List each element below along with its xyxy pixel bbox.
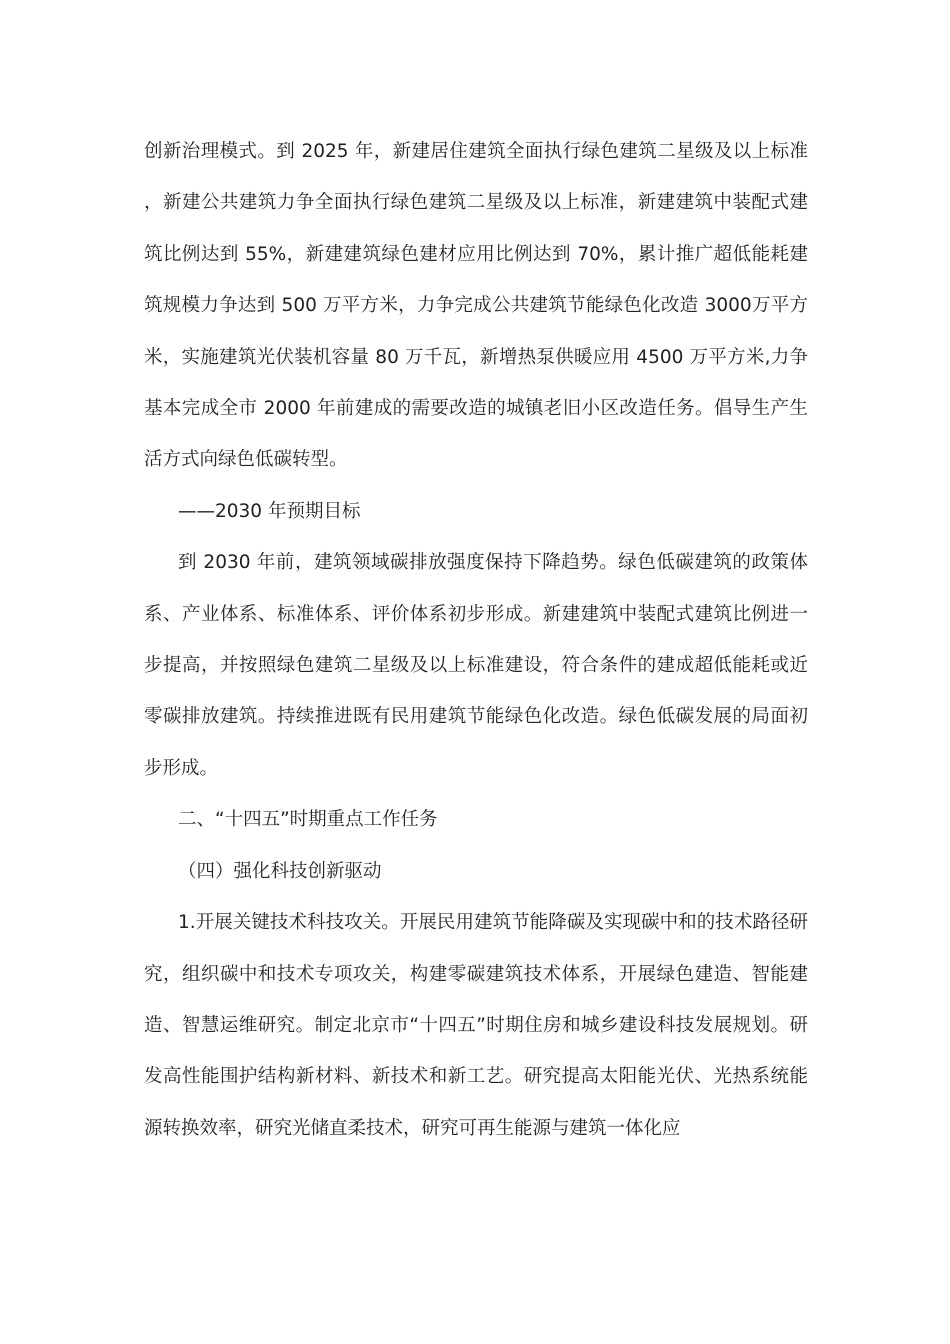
paragraph-item-1: 1.开展关键技术科技攻关。开展民用建筑节能降碳及实现碳中和的技术路径研究，组织碳中和技术专项攻关，构建零碳建筑技术体系，开展绿色建造、智能建造、智慧运维研究。制定北京市“十四五”时期住房和城乡建设科技发展规划。研发高性能围护结构新材料、新技术和新工艺。研究提高太阳能光伏、光热系统能源转换效率，研究光储直柔技术，研究可再生能源与建筑一体化应	[144, 912, 808, 1139]
subsection-four-heading: （四）强化科技创新驱动	[178, 860, 382, 882]
section-two-heading: 二、“十四五”时期重点工作任务	[178, 809, 438, 831]
goal-2030-heading: ——2030 年预期目标	[178, 500, 361, 522]
paragraph-goal-2030: 到 2030 年前，建筑领域碳排放强度保持下降趋势。绿色低碳建筑的政策体系、产业体系、标准体系、评价体系初步形成。新建建筑中装配式建筑比例进一步提高，并按照绿色建筑二星级及以上标准建设，符合条件的建成超低能耗或近零碳排放建筑。持续推进既有民用建筑节能绿色化改造。绿色低碳发展的局面初步形成。	[144, 552, 808, 779]
paragraph-intro-continued: 创新治理模式。到 2025 年，新建居住建筑全面执行绿色建筑二星级及以上标准，新建公共建筑力争全面执行绿色建筑二星级及以上标准，新建建筑中装配式建筑比例达到 55%，新建建筑绿色建材应用比例达到 70%，累计推广超低能耗建筑规模力争达到 500 万平方米，力争完成公共建筑节能绿色化改造 3000万平方米，实施建筑光伏装机容量 80 万千瓦，新增热泵供暖应用 4500 万平方米,力争基本完成全市 2000 年前建成的需要改造的城镇老旧小区改造任务。倡导生产生活方式向绿色低碳转型。	[144, 141, 808, 471]
document-body	[144, 126, 808, 1154]
